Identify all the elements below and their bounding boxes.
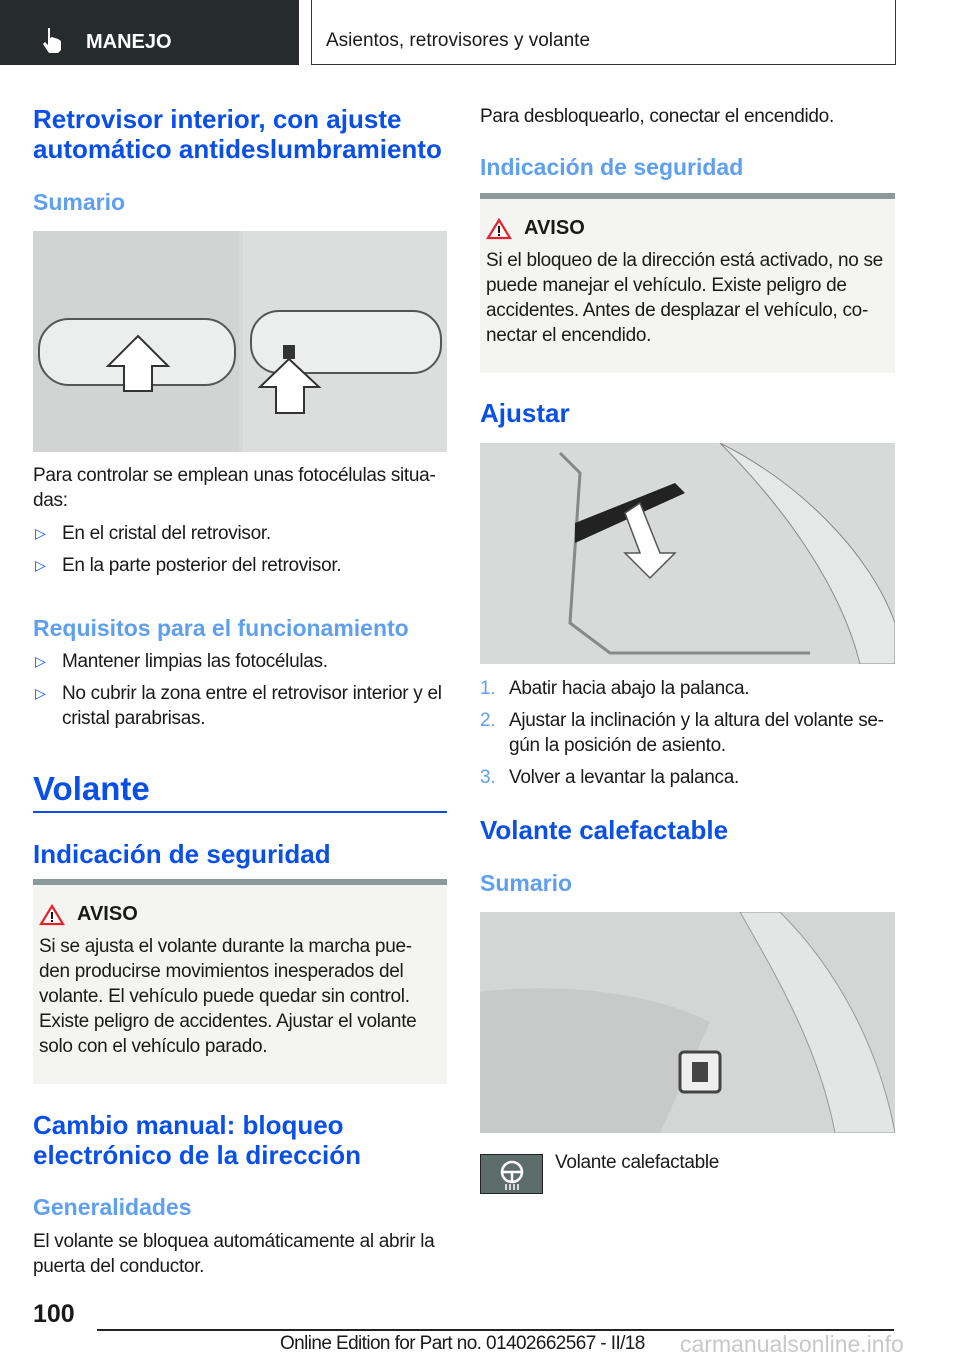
button-caption: Volante calefactable	[555, 1152, 720, 1173]
unlock-text: Para desbloquearlo, conectar el encendido.	[480, 106, 834, 127]
bullet-icon: ▷	[35, 685, 46, 701]
list-item: ▷ En el cristal del retrovisor.	[35, 523, 271, 544]
warning-box: AVISO Si se ajusta el volante durante la marcha pue-den producirse movimientos inesperados del volante. El vehículo puede quedar sin control. Existe peligro de accidentes. Ajustar el volante solo con el vehículo parado.	[33, 879, 447, 1084]
warning-text: Si se ajusta el volante durante la marcha pue-den producirse movimientos inesperados del volante. El vehículo puede quedar sin control. Existe peligro de accidentes. Ajustar el volante solo con el vehículo parado.	[39, 936, 417, 1057]
bullet-icon: ▷	[35, 525, 46, 541]
heading-steering-lock: Cambio manual: bloqueo electrónico de la dirección	[33, 1110, 361, 1170]
hand-pointer-icon	[40, 27, 64, 53]
list-item: 2. Ajustar la inclinación y la altura del volante se-gún la posición de asiento.	[480, 710, 884, 756]
warning-text: Si el bloqueo de la dirección está activado, no se puede manejar el vehículo. Existe peligro de accidentes. Antes de desplazar el vehículo, co-nectar el encendido.	[486, 250, 883, 346]
heading-adjust: Ajustar	[480, 398, 570, 428]
watermark: carmanualsonline.info	[680, 1331, 904, 1357]
bullet-icon: ▷	[35, 557, 46, 573]
heading-heated-wheel: Volante calefactable	[480, 815, 729, 845]
heading-sumario-right: Sumario	[480, 870, 573, 896]
page-number: 100	[33, 1300, 75, 1328]
heading-safety: Indicación de seguridad	[33, 839, 331, 869]
section-tab	[0, 0, 299, 65]
heated-wheel-image	[480, 912, 895, 1133]
mirror-text: Para controlar se emplean unas fotocélulas situa-das:	[33, 465, 436, 511]
list-item: 3. Volver a levantar la palanca.	[480, 767, 740, 788]
heading-sumario: Sumario	[33, 189, 126, 215]
mirror-list	[33, 521, 449, 578]
list-item: ▷ En la parte posterior del retrovisor.	[35, 555, 342, 576]
chapter-tab	[311, 0, 896, 65]
heading-generalidades: Generalidades	[33, 1194, 192, 1220]
heading-safety-right: Indicación de seguridad	[480, 154, 744, 180]
list-item: ▷ Mantener limpias las fotocélulas.	[35, 651, 328, 672]
warning-triangle-icon	[486, 218, 512, 240]
warning-box: AVISO Si el bloqueo de la dirección está activado, no se puede manejar el vehículo. Existe peligro de accidentes. Antes de desplazar el vehículo, co-nectar el encendido.	[480, 193, 895, 373]
bullet-icon: ▷	[35, 653, 46, 669]
chapter-title: Asientos, retrovisores y volante	[326, 30, 591, 51]
heading-volante: Volante	[33, 770, 150, 807]
warning-triangle-icon	[39, 904, 65, 926]
mirror-image	[33, 231, 447, 452]
section-title: MANEJO	[86, 31, 172, 53]
heated-steering-wheel-icon	[481, 1155, 544, 1195]
heated-steering-wheel-button	[480, 1154, 543, 1194]
heading-mirror: Retrovisor interior, con ajuste automático antideslumbramiento	[33, 104, 442, 164]
general-text: El volante se bloquea automáticamente al abrir la puerta del conductor.	[33, 1231, 435, 1277]
steering-lever-image	[480, 443, 895, 664]
requirements-list	[33, 649, 449, 731]
adjust-steps	[480, 676, 896, 790]
list-item: 1. Abatir hacia abajo la palanca.	[480, 678, 750, 699]
divider	[33, 811, 447, 813]
edition-text: Online Edition for Part no. 01402662567 - II/18	[280, 1333, 645, 1354]
list-item: ▷ No cubrir la zona entre el retrovisor interior y el cristal parabrisas.	[35, 683, 442, 729]
heading-requirements: Requisitos para el funcionamiento	[33, 615, 409, 641]
